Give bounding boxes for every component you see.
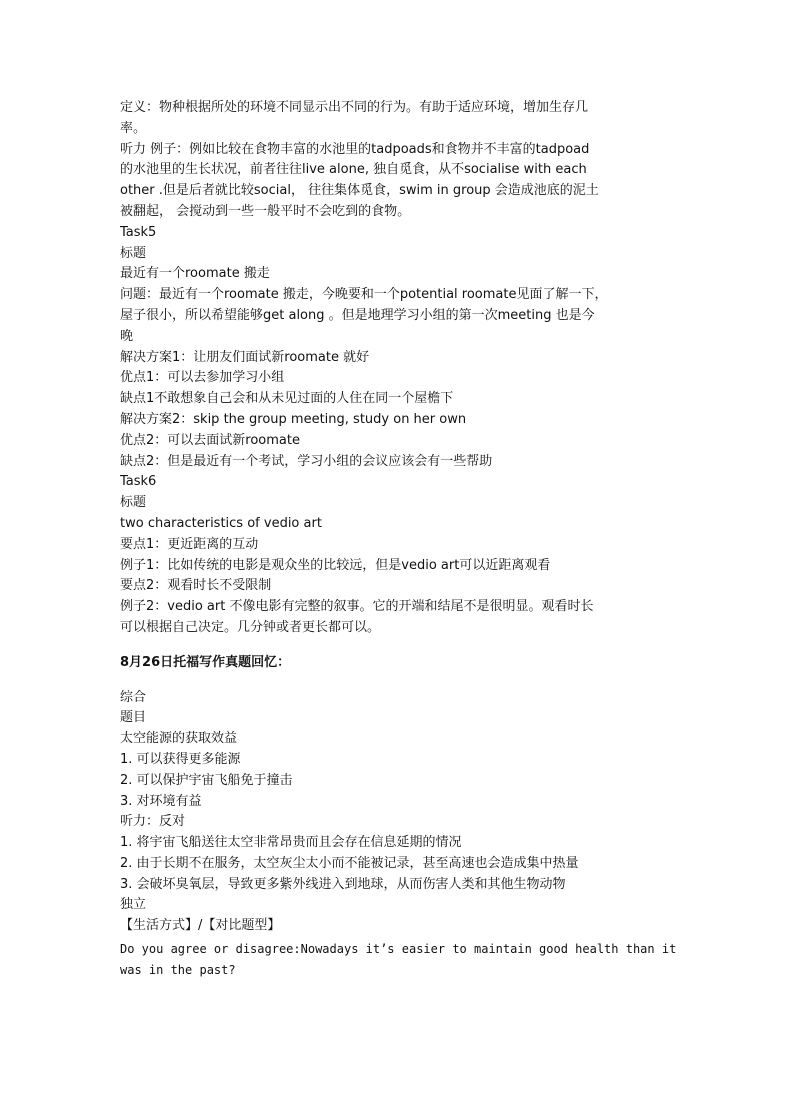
task6-section — [120, 472, 680, 638]
text-line: 听力 例子：例如比较在食物丰富的水池里的tadpoads和食物并不丰富的tadpoad — [120, 141, 590, 157]
text-line: 要点1：更近距离的互动 — [120, 536, 259, 552]
text-line: 缺点1不敢想象自己会和从未见过面的人住在同一个屋檐下 — [120, 391, 454, 407]
text-line: 问题：最近有一个roomate 搬走，今晚要和一个potential roomate见面了解一下， — [120, 287, 608, 303]
text-line: 屋子很小，所以希望能够get along 。但是地理学习小组的第一次meeting 也是今 — [120, 307, 595, 323]
task5-title: Task5 — [120, 224, 157, 240]
text-line: 晚 — [120, 328, 134, 344]
text-line: 3. 会破坏臭氧层，导致更多紫外线进入到地球，从而伤害人类和其他生物动物 — [120, 876, 566, 892]
text-line: 优点2：可以去面试新roomate — [120, 432, 300, 448]
text-line: two characteristics of vedio art — [120, 515, 322, 531]
text-line: 2. 由于长期不在服务，太空灰尘太小而不能被记录，甚至高速也会造成集中热量 — [120, 855, 579, 871]
text-line: 2. 可以保护宇宙飞船免于撞击 — [120, 772, 293, 788]
question-line: was in the past? — [120, 963, 236, 978]
text-line: 标题 — [120, 245, 147, 261]
question-block — [120, 939, 680, 981]
text-line: 标题 — [120, 495, 147, 511]
text-line: 独立 — [120, 897, 147, 913]
text-line: 解决方案2：skip the group meeting, study on her own — [120, 411, 467, 427]
question-line: Do you agree or disagree:Nowadays it’s easier to maintain good health than it — [120, 942, 677, 957]
text-line: 听力：反对 — [120, 814, 186, 830]
text-line: 可以根据自己决定。几分钟或者更长都可以。 — [120, 619, 381, 635]
text-line: 定义：物种根据所处的环境不同显示出不同的行为。有助于适应环境，增加生存几 — [120, 100, 589, 115]
text-line: 例子1：比如传统的电影是观众坐的比较远，但是vedio art可以近距离观看 — [120, 557, 551, 573]
text-line: 太空能源的获取效益 — [120, 731, 238, 747]
text-line: 最近有一个roomate 搬走 — [120, 266, 270, 282]
text-line: 缺点2：但是最近有一个考试，学习小组的会议应该会有一些帮助 — [120, 453, 493, 469]
task6-title: Task6 — [120, 474, 157, 490]
text-line: other .但是后者就比较social， 往往集体觅食，swim in group 会造成池底的泥土 — [120, 183, 599, 199]
text-line: 例子2：vedio art 不像电影有完整的叙事。它的开端和结尾不是很明显。观看时长 — [120, 599, 594, 615]
text-line: 1. 可以获得更多能源 — [120, 751, 241, 767]
text-line: 被翻起， 会搅动到一些一般平时不会吃到的食物。 — [120, 203, 411, 219]
text-line: 3. 对环境有益 — [120, 793, 202, 809]
text-line: 【生活方式】/【对比题型】 — [120, 918, 281, 934]
text-line: 率。 — [120, 120, 147, 136]
text-line: 题目 — [120, 710, 147, 726]
text-line: 优点1：可以去参加学习小组 — [120, 370, 285, 386]
task4-section — [120, 98, 680, 223]
text-line: 要点2：观看时长不受限制 — [120, 578, 272, 594]
text-line: 解决方案1：让朋友们面试新roomate 就好 — [120, 349, 370, 365]
document-page — [120, 98, 680, 981]
text-line: 综合 — [120, 689, 147, 705]
text-line: 1. 将宇宙飞船送往太空非常昂贵而且会存在信息延期的情况 — [120, 835, 462, 851]
writing-heading: 8月26日托福写作真题回忆： — [120, 654, 291, 670]
writing-section — [120, 688, 680, 938]
task5-section — [120, 223, 680, 473]
text-line: 的水池里的生长状况，前者往往live alone, 独自觅食，从不socialise with each — [120, 162, 587, 178]
